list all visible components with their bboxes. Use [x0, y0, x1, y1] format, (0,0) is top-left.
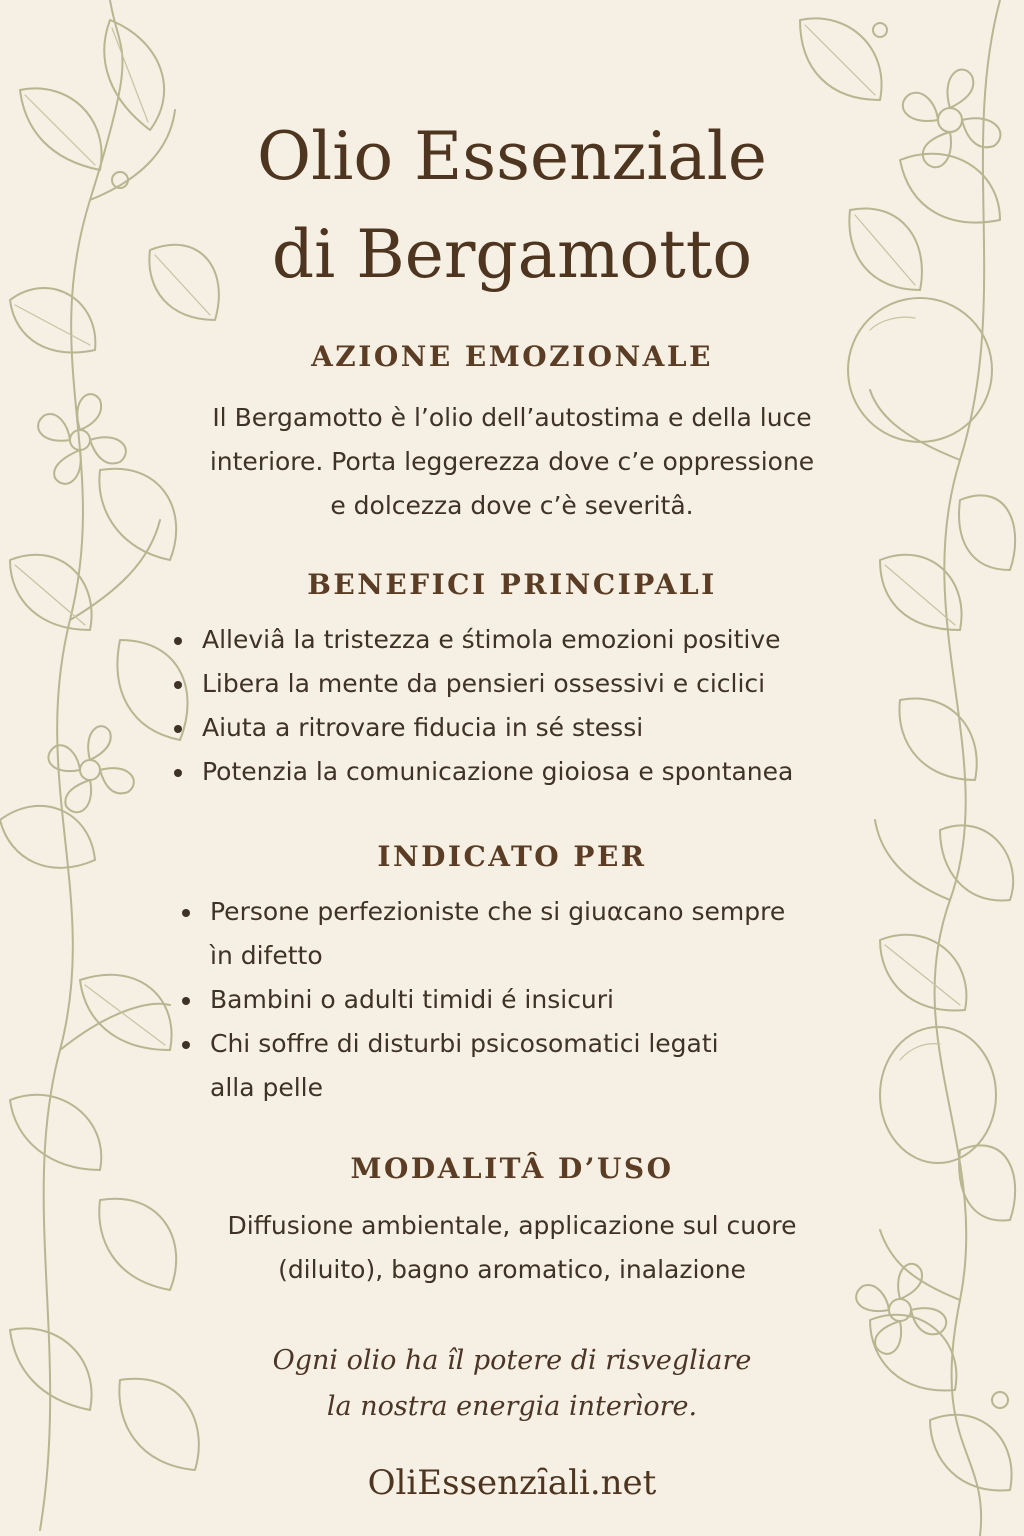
website-text: OliEssenzȋali.net: [367, 1463, 657, 1503]
heading-azione-emozionale: AZIONE EMOZIONALE: [311, 340, 713, 373]
list-item: Chi soffre di disturbi psicosomatici legati alla pelle: [178, 1022, 785, 1110]
heading-modalita-uso: MODALITÂ D’USO: [350, 1152, 674, 1185]
modalita-line-2: (diluito), bagno aromatico, inalazione: [278, 1255, 746, 1284]
quote-line-2: la nostra energia interìore.: [326, 1391, 698, 1422]
heading-indicato-per: INDICATO PER: [377, 840, 647, 873]
list-item: Persone perfezioniste che si giuαcano sempre ìn difetto: [178, 890, 785, 978]
benefici-list: [170, 618, 793, 794]
modalita-description: [150, 1204, 874, 1292]
quote-line-1: Ogni olio ha îl potere di risvegliare: [272, 1345, 752, 1376]
azione-line-1: Il Bergamotto è l’olio dell’autostima e della luce: [212, 403, 812, 432]
modalita-line-1: Diffusione ambientale, applicazione sul cuore: [227, 1211, 797, 1240]
list-item: Bambini o adulti timidi é insicuri: [178, 978, 785, 1022]
indicato-list: [178, 890, 785, 1110]
list-item: Libera la mente da pensieri ossessivi e ciclici: [170, 662, 793, 706]
azione-line-2: interiore. Porta leggerezza dove c’e oppressione: [209, 447, 815, 476]
list-item: Alleviâ la tristezza e śtimola emozioni positive: [170, 618, 793, 662]
title-line-2: di Bergamotto: [271, 216, 753, 293]
closing-quote: [0, 1338, 1024, 1430]
heading-benefici-principali: BENEFICI PRINCIPALI: [307, 568, 717, 601]
list-item: Potenzia la comunicazione gioiosa e spontanea: [170, 750, 793, 794]
azione-line-3: e dolcezza dove c’è severitâ.: [330, 491, 694, 520]
title-line-1: Olio Essenziale: [257, 118, 767, 195]
azione-description: [150, 396, 874, 528]
list-item: Aiuta a ritrovare fiducia in sé stessi: [170, 706, 793, 750]
